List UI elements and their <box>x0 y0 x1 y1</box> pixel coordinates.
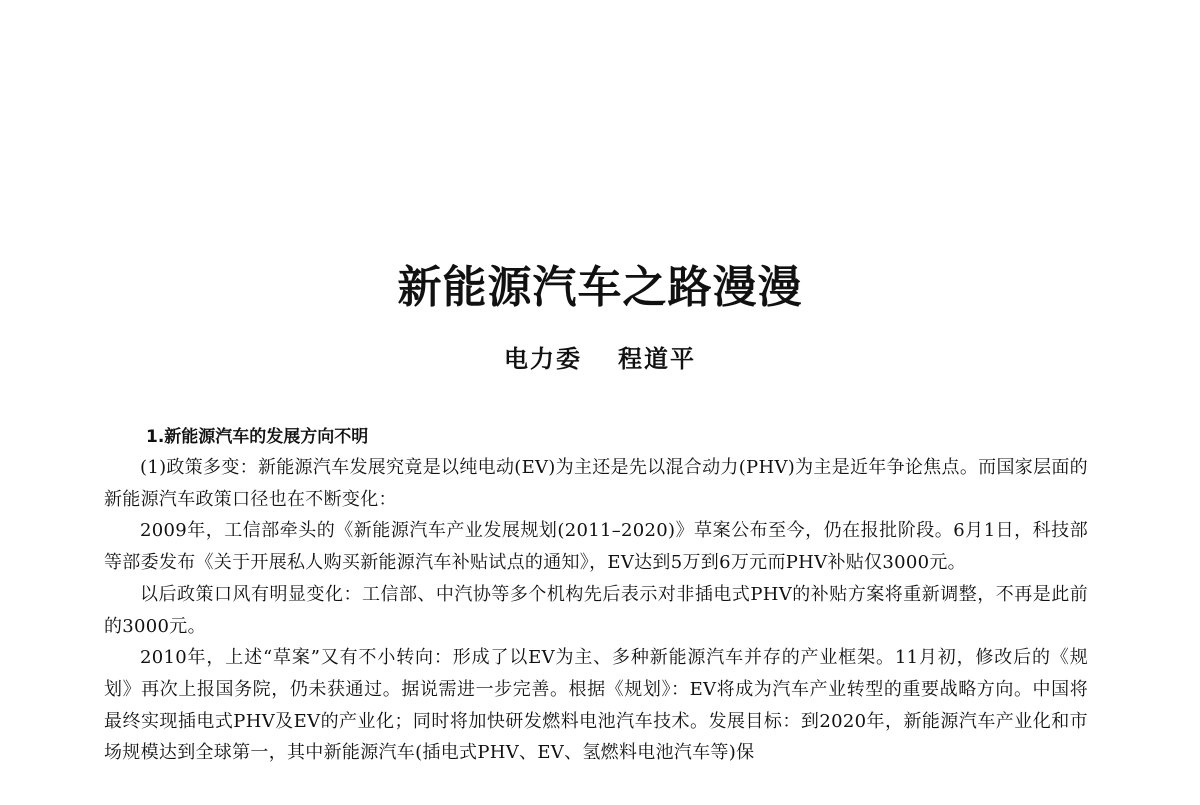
article-authors <box>0 342 1200 376</box>
paragraph: 2009年，工信部牵头的《新能源汽车产业发展规划(2011–2020)》草案公布至今，仍在报批阶段。6月1日，科技部等部委发布《关于开展私人购买新能源汽车补贴试点的通知》，EV达到5万到6万元而PHV补贴仅3000元。 <box>104 520 1088 574</box>
article-body <box>104 452 1088 769</box>
paragraph: (1)政策多变：新能源汽车发展究竟是以纯电动(EV)为主还是先以混合动力(PHV)为主是近年争论焦点。而国家层面的新能源汽车政策口径也在不断变化： <box>104 457 1088 510</box>
article-title: 新能源汽车之路漫漫 <box>397 262 803 313</box>
section-heading: 1.新能源汽车的发展方向不明 <box>146 427 369 447</box>
paragraph: 以后政策口风有明显变化：工信部、中汽协等多个机构先后表示对非插电式PHV的补贴方案将重新调整，不再是此前的3000元。 <box>104 583 1088 637</box>
author-name: 程道平 <box>618 344 696 373</box>
paragraph: 2010年，上述“草案”又有不小转向：形成了以EV为主、多种新能源汽车并存的产业框架。11月初，修改后的《规划》再次上报国务院，仍未获通过。据说需进一步完善。根据《规划》：EV将成为汽车产业转型的重要战略方向。中国将最终实现插电式PHV及EV的产业化；同时将加快研发燃料电池汽车技术。发展目标：到2020年，新能源汽车产业化和市场规模达到全球第一，其中新能源汽车(插电式PHV、EV、氢燃料电池汽车等)保 <box>104 647 1088 764</box>
author-name: 电力委 <box>504 344 582 373</box>
